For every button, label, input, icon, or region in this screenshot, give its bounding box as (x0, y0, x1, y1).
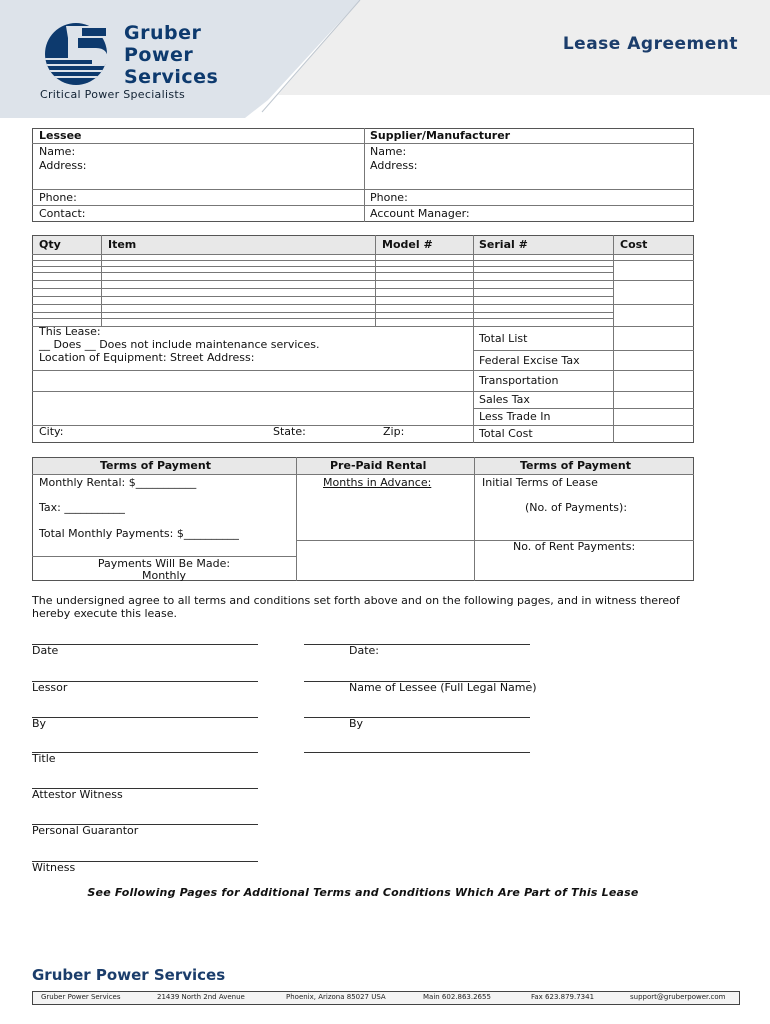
sig-by-label: By (32, 717, 47, 730)
sales-tax-label: Sales Tax (479, 393, 530, 406)
federal-excise-tax-label: Federal Excise Tax (479, 354, 580, 367)
sig-personal-guarantor-label: Personal Guarantor (32, 824, 139, 837)
col-item-header: Item (108, 238, 137, 251)
col-cost-header: Cost (620, 238, 648, 251)
footer-company-name: Gruber Power Services (32, 966, 226, 984)
transportation-label: Transportation (479, 374, 559, 387)
total-monthly-payments-label: Total Monthly Payments: $__________ (39, 527, 239, 540)
sig-lessee-name-label: Name of Lessee (Full Legal Name) (349, 681, 537, 694)
logo-text-line2: Power (124, 44, 194, 66)
sig-witness-label: Witness (32, 861, 76, 874)
lessee-heading: Lessee (39, 129, 82, 142)
sig-lessee-by-label: By (349, 717, 364, 730)
see-following-pages-note: See Following Pages for Additional Terms and Conditions Which Are Part of This Lease (87, 886, 639, 899)
tagline: Critical Power Specialists (40, 88, 185, 101)
col-model-header: Model # (382, 238, 433, 251)
terms-of-payment-heading-1: Terms of Payment (100, 459, 211, 472)
sig-title-label: Title (32, 752, 56, 765)
zip-label: Zip: (383, 425, 405, 438)
supplier-phone-label: Phone: (370, 191, 408, 204)
less-trade-in-label: Less Trade In (479, 410, 551, 423)
footer-address: 21439 North 2nd Avenue (157, 993, 245, 1001)
lessee-address-label: Address: (39, 159, 87, 172)
footer-bar-company: Gruber Power Services (41, 993, 121, 1001)
col-qty-header: Qty (39, 238, 61, 251)
lease-label: This Lease: (39, 325, 101, 338)
city-label: City: (39, 425, 64, 438)
col-serial-header: Serial # (479, 238, 528, 251)
logo-text-line3: Services (124, 66, 219, 88)
lessee-name-label: Name: (39, 145, 76, 158)
supplier-manager-label: Account Manager: (370, 207, 470, 220)
footer-email: support@gruberpower.com (630, 993, 726, 1001)
supplier-name-label: Name: (370, 145, 407, 158)
payments-frequency: Monthly (141, 569, 187, 582)
location-label: Location of Equipment: Street Address: (39, 351, 255, 364)
sig-attestor-witness-label: Attestor Witness (32, 788, 123, 801)
sig-lessor-label: Lessor (32, 681, 68, 694)
gruber-logo-icon (38, 20, 118, 86)
logo-text-line1: Gruber (124, 22, 202, 44)
sig-lessee-date-label: Date: (349, 644, 379, 657)
page-title: Lease Agreement (562, 34, 738, 54)
total-cost-label: Total Cost (479, 427, 533, 440)
prepaid-rental-heading: Pre-Paid Rental (330, 459, 427, 472)
lessee-contact-label: Contact: (39, 207, 86, 220)
monthly-rental-label: Monthly Rental: $___________ (39, 476, 197, 489)
lessee-phone-label: Phone: (39, 191, 77, 204)
months-in-advance-label: Months in Advance: (323, 476, 432, 489)
footer-contact-bar (32, 991, 740, 1005)
footer-main-phone: Main 602.863.2655 (423, 993, 491, 1001)
initial-terms-label: Initial Terms of Lease (482, 476, 598, 489)
supplier-heading: Supplier/Manufacturer (370, 129, 511, 142)
footer-fax: Fax 623.879.7341 (531, 993, 595, 1001)
supplier-address-label: Address: (370, 159, 418, 172)
num-payments-label: (No. of Payments): (525, 501, 628, 514)
payments-made-label: Payments Will Be Made: (97, 557, 231, 570)
tax-label: Tax: ___________ (39, 501, 125, 514)
sig-date-label: Date (32, 644, 59, 657)
footer-city: Phoenix, Arizona 85027 USA (286, 993, 386, 1001)
agreement-text: The undersigned agree to all terms and conditions set forth above and on the following pages, and in witness thereof hereby execute this lease. (32, 594, 680, 620)
maintenance-options: __ Does __ Does not include maintenance services. (39, 338, 320, 351)
terms-of-payment-heading-2: Terms of Payment (520, 459, 631, 472)
num-rent-payments-label: No. of Rent Payments: (513, 540, 636, 553)
total-list-label: Total List (479, 332, 528, 345)
state-label: State: (273, 425, 306, 438)
